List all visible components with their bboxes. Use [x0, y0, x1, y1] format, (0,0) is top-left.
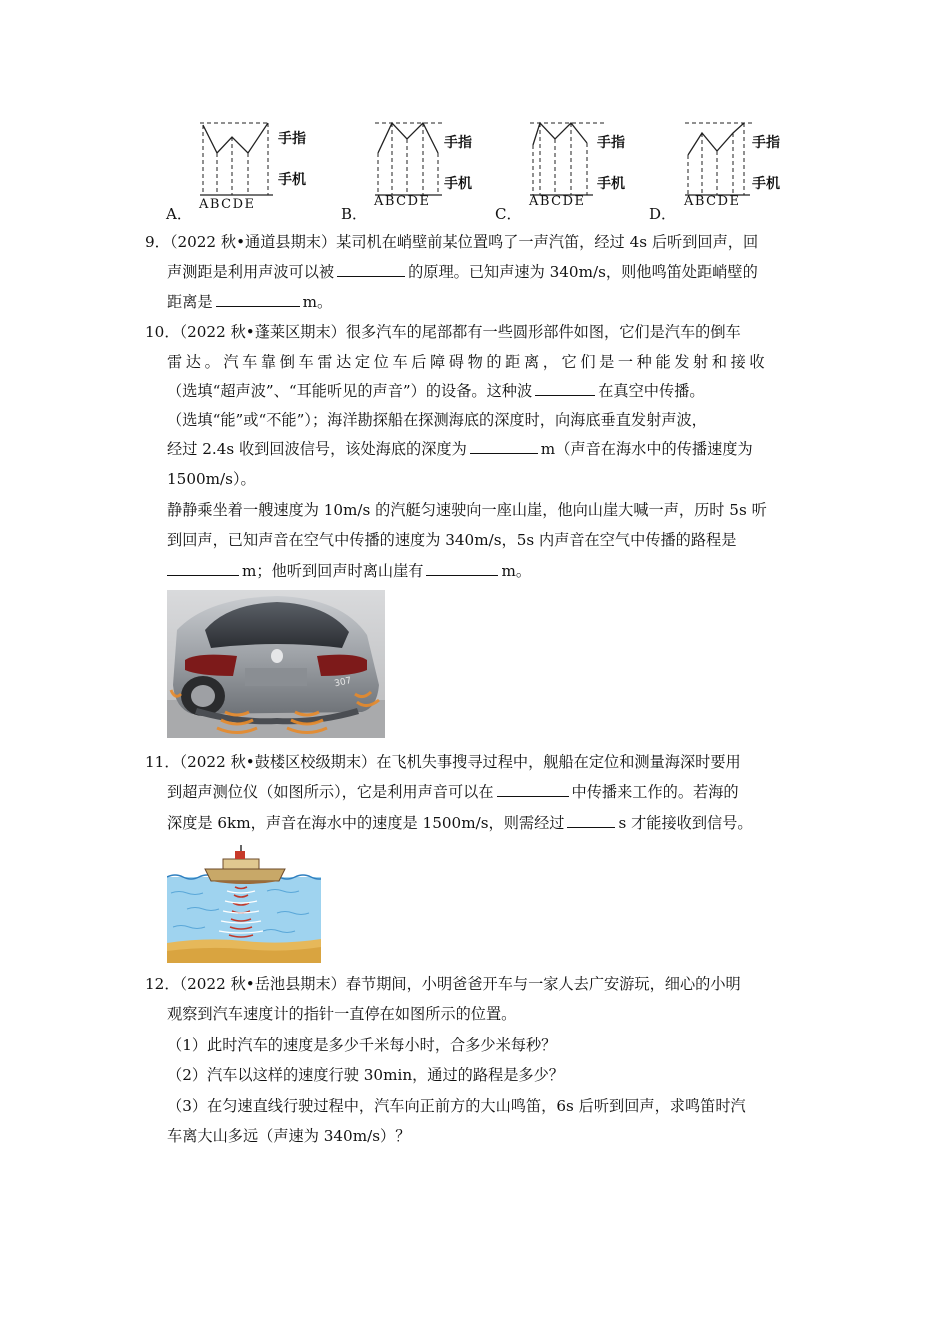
q9-answer-blank-2[interactable] [216, 292, 300, 307]
finger-label: 手指 [752, 135, 780, 151]
q10-line5-text-b: m（声音在海水中的传播速度为 [540, 440, 753, 458]
q11-line2-text-b: 中传播来工作的。若海的 [571, 783, 739, 801]
q12-sub3b: 车离大山多远（声速为 340m/s）？ [167, 1127, 411, 1145]
phone-label: 手机 [752, 176, 780, 192]
option-a-letter: A． [166, 205, 192, 223]
q10-line8: 到回声，已知声音在空气中传播的速度为 340m/s，5s 内声音在空气中传播的路程是 [167, 531, 737, 549]
q10-answer-blank-1[interactable] [535, 381, 595, 396]
q10-line7: 静静乘坐着一艘速度为 10m/s 的汽艇匀速驶向一座山崖，他向山崖大喊一声，历时 5s 听 [167, 501, 767, 519]
q10-answer-blank-3[interactable] [167, 561, 239, 576]
q9-line3-text-b: m。 [302, 293, 333, 311]
q10-line9-text-a: m；他听到回声时离山崖有 [242, 562, 424, 580]
option-b-letter: B． [341, 205, 368, 223]
q11-line1: 11．（2022 秋•鼓楼区校级期末）在飞机失事搜寻过程中，舰船在定位和测量海深时要用 [145, 753, 741, 771]
q10-answer-blank-4[interactable] [426, 561, 498, 576]
q11-line3 [167, 813, 753, 833]
q10-line3-text-a: （选填“超声波”、“耳能听见的声音”）的设备。这种波 [167, 382, 533, 400]
q10-line1: 10．（2022 秋•蓬莱区期末）很多汽车的尾部都有一些圆形部件如图，它们是汽车的倒车 [145, 323, 741, 341]
car-radar-image [167, 590, 385, 738]
q11-line2 [167, 782, 739, 802]
option-c-letter: C． [495, 205, 522, 223]
finger-label: 手指 [597, 135, 625, 151]
q10-line2: 雷达。汽车靠倒车雷达定位车后障碍物的距离，它们是一种能发射和接收 [167, 353, 769, 371]
q9-line3-text-a: 距离是 [167, 293, 213, 311]
q10-answer-blank-2[interactable] [470, 439, 538, 454]
phone-label: 手机 [444, 176, 472, 192]
q10-line9-text-b: m。 [501, 562, 532, 580]
q12-line2: 观察到汽车速度计的指针一直停在如图所示的位置。 [167, 1005, 517, 1023]
points-label: ABCDE [374, 194, 431, 209]
q12-sub1: （1）此时汽车的速度是多少千米每小时，合多少米每秒？ [167, 1036, 557, 1054]
q9-line2-text-b: 的原理。已知声速为 340m/s，则他鸣笛处距峭壁的 [408, 263, 758, 281]
q11-line3-text-a: 深度是 6km，声音在海水中的速度是 1500m/s，则需经过 [167, 814, 565, 832]
q10-line6: 1500m/s）。 [167, 470, 256, 488]
points-label: ABCDE [684, 194, 741, 209]
points-label: ABCDE [199, 197, 256, 212]
q9-line1: 9．（2022 秋•通道县期末）某司机在峭壁前某位置鸣了一声汽笛，经过 4s 后听到回声，回 [145, 233, 759, 251]
q10-line4: （选填“能”或“不能”）；海洋勘探船在探测海底的深度时，向海底垂直发射声波， [167, 411, 707, 429]
finger-label: 手指 [444, 135, 472, 151]
q12-sub2: （2）汽车以这样的速度行驶 30min，通过的路程是多少？ [167, 1066, 564, 1084]
q12-sub3: （3）在匀速直线行驶过程中，汽车向正前方的大山鸣笛，6s 后听到回声，求鸣笛时汽 [167, 1097, 746, 1115]
q11-answer-blank-1[interactable] [497, 782, 569, 797]
q9-line3 [167, 292, 332, 312]
q9-line2 [167, 262, 758, 282]
q10-line5 [167, 439, 753, 459]
q11-line2-text-a: 到超声测位仪（如图所示），它是利用声音可以在 [167, 783, 494, 801]
q11-line3-text-b: s 才能接收到信号。 [618, 814, 753, 832]
q12-line1: 12．（2022 秋•岳池县期末）春节期间，小明爸爸开车与一家人去广安游玩，细心的小明 [145, 975, 741, 993]
option-d-letter: D． [649, 205, 677, 223]
car-model-badge: 307 [333, 675, 353, 690]
q9-line2-text-a: 声测距是利用声波可以被 [167, 263, 335, 281]
q11-answer-blank-2[interactable] [567, 813, 615, 828]
finger-label: 手指 [278, 131, 306, 147]
q9-answer-blank-1[interactable] [337, 262, 405, 277]
phone-label: 手机 [597, 176, 625, 192]
phone-label: 手机 [278, 172, 306, 188]
q10-line3 [167, 381, 705, 401]
q10-line5-text-a: 经过 2.4s 收到回波信号，该处海底的深度为 [167, 440, 467, 458]
sonar-ship-image [167, 843, 321, 963]
q10-line3-text-b: 在真空中传播。 [598, 382, 705, 400]
q10-line9 [164, 561, 531, 581]
points-label: ABCDE [529, 194, 586, 209]
